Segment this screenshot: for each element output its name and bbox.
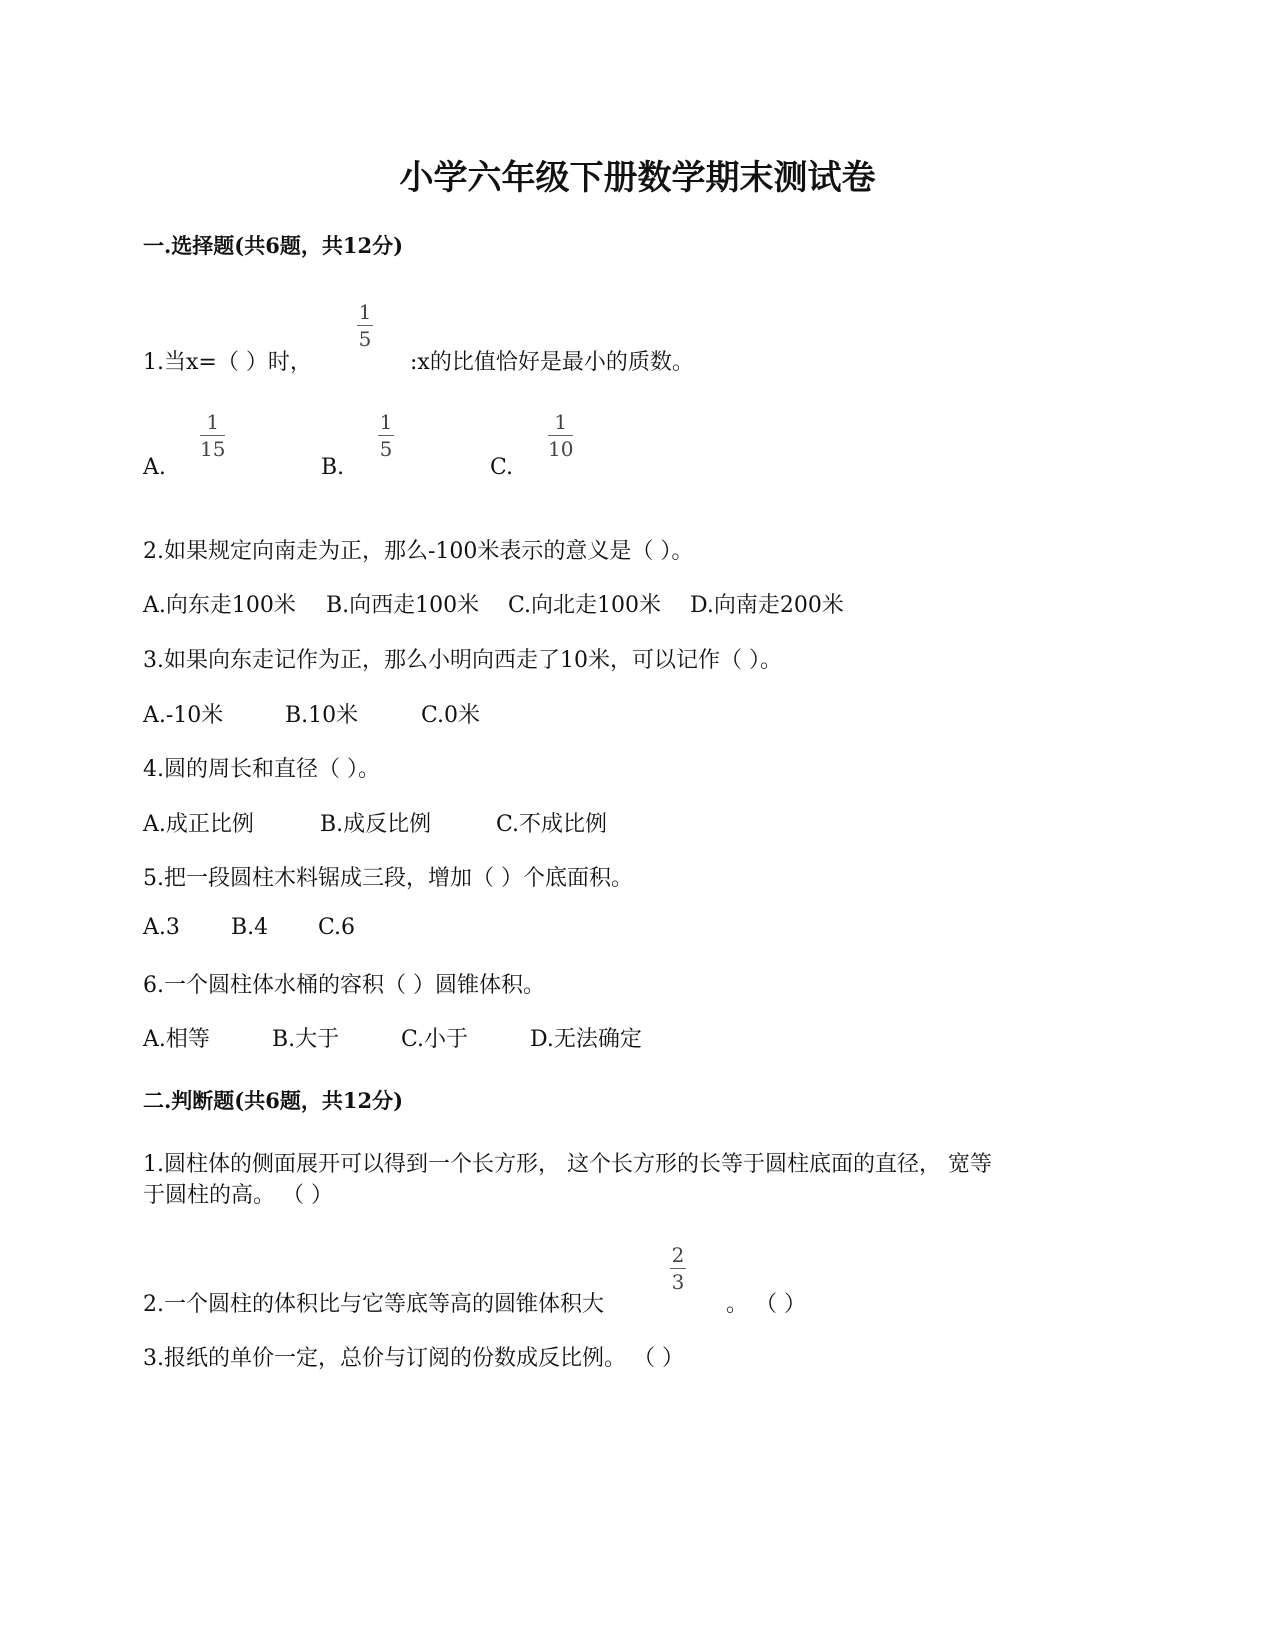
fraction-bar bbox=[357, 325, 373, 326]
question-6-text: 6.一个圆柱体水桶的容积（ ）圆锥体积。 bbox=[143, 973, 545, 998]
judgement-2-text-after: 。 （ ） bbox=[726, 1292, 806, 1317]
fraction-numerator: 2 bbox=[671, 1243, 685, 1267]
question-3-text: 3.如果向东走记作为正，那么小明向西走了10米，可以记作（ ）。 bbox=[143, 648, 782, 673]
fraction-numerator: 1 bbox=[379, 410, 393, 434]
question-5-text: 5.把一段圆柱木料锯成三段，增加（ ）个底面积。 bbox=[143, 866, 633, 891]
q6-option-d[interactable]: D.无法确定 bbox=[530, 1027, 642, 1052]
q5-option-b[interactable]: B.4 bbox=[231, 915, 269, 940]
question-2-text: 2.如果规定向南走为正，那么-100米表示的意义是（ ）。 bbox=[143, 539, 694, 564]
q4-option-c[interactable]: C.不成比例 bbox=[496, 812, 608, 837]
q3-option-b[interactable]: B.10米 bbox=[285, 703, 359, 728]
q6-option-b[interactable]: B.大于 bbox=[272, 1027, 340, 1052]
fraction-bar bbox=[548, 435, 573, 436]
judgement-1-line1: 1.圆柱体的侧面展开可以得到一个长方形， 这个长方形的长等于圆柱底面的直径， 宽等 bbox=[143, 1152, 992, 1177]
judgement-3-text: 3.报纸的单价一定，总价与订阅的份数成反比例。 （ ） bbox=[143, 1346, 684, 1371]
judgement-1-line2: 于圆柱的高。 （ ） bbox=[143, 1183, 333, 1208]
q2-option-c[interactable]: C.向北走100米 bbox=[508, 593, 662, 618]
section-heading-choice: 一.选择题(共6题，共12分) bbox=[143, 233, 404, 258]
fraction-bar bbox=[378, 435, 394, 436]
q6-option-c[interactable]: C.小于 bbox=[401, 1027, 469, 1052]
q3-option-c[interactable]: C.0米 bbox=[421, 703, 481, 728]
option-b-fraction bbox=[378, 412, 394, 459]
option-b-label[interactable]: B. bbox=[321, 455, 345, 480]
q2-option-d[interactable]: D.向南走200米 bbox=[690, 593, 844, 618]
judgement-2-text: 2.一个圆柱的体积比与它等底等高的圆锥体积大 bbox=[143, 1292, 604, 1317]
option-a-label[interactable]: A. bbox=[143, 455, 166, 480]
question-1-text: 1.当x=（ ）时， bbox=[143, 350, 312, 375]
fraction-numerator: 1 bbox=[358, 300, 372, 324]
section-heading-judgement: 二.判断题(共6题，共12分) bbox=[143, 1088, 404, 1113]
fraction-bar bbox=[200, 435, 225, 436]
option-c-label[interactable]: C. bbox=[490, 455, 514, 480]
page-title: 小学六年级下册数学期末测试卷 bbox=[399, 158, 876, 198]
q5-option-a[interactable]: A.3 bbox=[143, 915, 180, 940]
question-1-text-after: :x的比值恰好是最小的质数。 bbox=[410, 350, 694, 375]
q4-option-b[interactable]: B.成反比例 bbox=[320, 812, 432, 837]
q6-option-a[interactable]: A.相等 bbox=[143, 1027, 210, 1052]
q2-option-a[interactable]: A.向东走100米 bbox=[143, 593, 296, 618]
q4-option-a[interactable]: A.成正比例 bbox=[143, 812, 254, 837]
fraction-numerator: 1 bbox=[206, 410, 220, 434]
fraction-two-thirds bbox=[670, 1245, 686, 1292]
q2-option-b[interactable]: B.向西走100米 bbox=[326, 593, 480, 618]
q5-option-c[interactable]: C.6 bbox=[318, 915, 356, 940]
question-4-text: 4.圆的周长和直径（ ）。 bbox=[143, 757, 380, 782]
fraction-bar bbox=[670, 1268, 686, 1269]
fraction-denominator: 5 bbox=[358, 327, 372, 351]
fraction-numerator: 1 bbox=[554, 410, 568, 434]
option-c-fraction bbox=[548, 412, 573, 459]
fraction-denominator: 3 bbox=[671, 1270, 685, 1294]
fraction-denominator: 15 bbox=[200, 437, 226, 461]
fraction-one-fifth bbox=[357, 302, 373, 349]
q3-option-a[interactable]: A.-10米 bbox=[143, 703, 224, 728]
option-a-fraction bbox=[200, 412, 225, 459]
fraction-denominator: 10 bbox=[548, 437, 574, 461]
fraction-denominator: 5 bbox=[379, 437, 393, 461]
